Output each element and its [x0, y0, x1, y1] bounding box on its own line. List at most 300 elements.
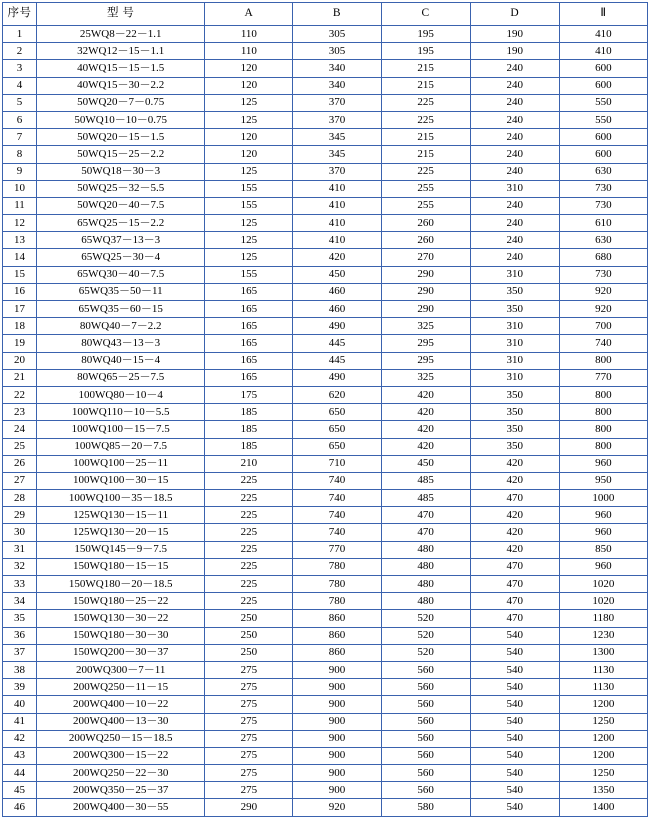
cell-model: 65WQ35－60－15 [37, 301, 205, 318]
cell-index: 13 [3, 232, 37, 249]
cell-d: 540 [470, 679, 559, 696]
table-row [3, 713, 648, 730]
table-row [3, 215, 648, 232]
cell-model: 65WQ35－50－11 [37, 283, 205, 300]
cell-d: 420 [470, 455, 559, 472]
cell-a: 275 [205, 679, 293, 696]
cell-d: 350 [470, 283, 559, 300]
cell-c: 420 [381, 438, 470, 455]
cell-d: 420 [470, 541, 559, 558]
cell-c: 195 [381, 26, 470, 43]
cell-c: 480 [381, 558, 470, 575]
table-row [3, 696, 648, 713]
cell-b: 410 [293, 180, 381, 197]
table-row [3, 386, 648, 403]
cell-h: 1250 [559, 765, 647, 782]
table-row [3, 627, 648, 644]
cell-index: 19 [3, 335, 37, 352]
cell-model: 100WQ100－35－18.5 [37, 490, 205, 507]
cell-h: 1200 [559, 696, 647, 713]
cell-c: 560 [381, 696, 470, 713]
cell-h: 550 [559, 111, 647, 128]
cell-h: 630 [559, 232, 647, 249]
cell-b: 370 [293, 163, 381, 180]
cell-model: 50WQ18－30－3 [37, 163, 205, 180]
cell-model: 50WQ20－15－1.5 [37, 129, 205, 146]
cell-index: 44 [3, 765, 37, 782]
table-row [3, 661, 648, 678]
cell-h: 770 [559, 369, 647, 386]
cell-b: 710 [293, 455, 381, 472]
cell-c: 420 [381, 386, 470, 403]
cell-c: 270 [381, 249, 470, 266]
column-header-d: D [470, 3, 559, 26]
cell-c: 560 [381, 747, 470, 764]
cell-index: 10 [3, 180, 37, 197]
cell-model: 65WQ30－40－7.5 [37, 266, 205, 283]
cell-a: 225 [205, 472, 293, 489]
table-row [3, 335, 648, 352]
cell-c: 290 [381, 266, 470, 283]
cell-h: 740 [559, 335, 647, 352]
cell-b: 620 [293, 386, 381, 403]
cell-d: 470 [470, 558, 559, 575]
cell-b: 410 [293, 215, 381, 232]
cell-h: 1200 [559, 747, 647, 764]
cell-index: 35 [3, 610, 37, 627]
cell-a: 125 [205, 232, 293, 249]
cell-d: 310 [470, 180, 559, 197]
cell-a: 120 [205, 146, 293, 163]
cell-h: 800 [559, 404, 647, 421]
cell-h: 1200 [559, 730, 647, 747]
cell-b: 490 [293, 369, 381, 386]
cell-a: 120 [205, 60, 293, 77]
cell-h: 600 [559, 146, 647, 163]
table-row [3, 679, 648, 696]
cell-a: 275 [205, 747, 293, 764]
cell-d: 350 [470, 438, 559, 455]
cell-h: 1300 [559, 644, 647, 661]
cell-h: 600 [559, 77, 647, 94]
cell-index: 16 [3, 283, 37, 300]
table-row [3, 558, 648, 575]
cell-index: 21 [3, 369, 37, 386]
cell-model: 50WQ20－7－0.75 [37, 94, 205, 111]
cell-index: 14 [3, 249, 37, 266]
cell-a: 165 [205, 283, 293, 300]
cell-a: 275 [205, 765, 293, 782]
cell-h: 610 [559, 215, 647, 232]
cell-c: 470 [381, 507, 470, 524]
cell-h: 600 [559, 60, 647, 77]
cell-index: 46 [3, 799, 37, 816]
table-row [3, 576, 648, 593]
cell-b: 780 [293, 576, 381, 593]
cell-model: 100WQ85－20－7.5 [37, 438, 205, 455]
cell-index: 20 [3, 352, 37, 369]
table-row [3, 146, 648, 163]
cell-index: 37 [3, 644, 37, 661]
cell-model: 200WQ250－22－30 [37, 765, 205, 782]
cell-index: 38 [3, 661, 37, 678]
cell-c: 520 [381, 644, 470, 661]
cell-index: 6 [3, 111, 37, 128]
cell-a: 165 [205, 318, 293, 335]
cell-model: 80WQ65－25－7.5 [37, 369, 205, 386]
cell-a: 165 [205, 352, 293, 369]
cell-a: 210 [205, 455, 293, 472]
cell-d: 310 [470, 266, 559, 283]
cell-c: 420 [381, 404, 470, 421]
cell-b: 460 [293, 283, 381, 300]
cell-model: 125WQ130－15－11 [37, 507, 205, 524]
cell-d: 420 [470, 507, 559, 524]
cell-index: 17 [3, 301, 37, 318]
table-row [3, 782, 648, 799]
cell-model: 50WQ25－32－5.5 [37, 180, 205, 197]
cell-index: 25 [3, 438, 37, 455]
cell-a: 175 [205, 386, 293, 403]
cell-h: 1000 [559, 490, 647, 507]
cell-model: 80WQ40－15－4 [37, 352, 205, 369]
cell-a: 165 [205, 301, 293, 318]
cell-b: 860 [293, 627, 381, 644]
cell-d: 540 [470, 627, 559, 644]
cell-c: 485 [381, 490, 470, 507]
cell-model: 40WQ15－30－2.2 [37, 77, 205, 94]
cell-c: 480 [381, 576, 470, 593]
cell-a: 225 [205, 558, 293, 575]
table-row [3, 180, 648, 197]
cell-h: 410 [559, 26, 647, 43]
cell-model: 125WQ130－20－15 [37, 524, 205, 541]
cell-a: 120 [205, 129, 293, 146]
cell-h: 1020 [559, 576, 647, 593]
cell-d: 540 [470, 782, 559, 799]
cell-b: 340 [293, 77, 381, 94]
cell-c: 420 [381, 421, 470, 438]
cell-b: 900 [293, 713, 381, 730]
cell-d: 350 [470, 404, 559, 421]
cell-b: 780 [293, 593, 381, 610]
cell-c: 225 [381, 111, 470, 128]
column-header-model: 型 号 [37, 3, 205, 26]
cell-a: 185 [205, 438, 293, 455]
cell-a: 125 [205, 215, 293, 232]
column-header-a: A [205, 3, 293, 26]
cell-h: 600 [559, 129, 647, 146]
cell-index: 39 [3, 679, 37, 696]
cell-d: 310 [470, 352, 559, 369]
cell-index: 18 [3, 318, 37, 335]
cell-model: 150WQ200－30－37 [37, 644, 205, 661]
cell-c: 195 [381, 43, 470, 60]
cell-h: 960 [559, 558, 647, 575]
cell-model: 200WQ250－11－15 [37, 679, 205, 696]
cell-c: 560 [381, 730, 470, 747]
cell-h: 680 [559, 249, 647, 266]
cell-a: 275 [205, 782, 293, 799]
cell-b: 740 [293, 524, 381, 541]
table-row [3, 507, 648, 524]
table-row [3, 60, 648, 77]
cell-model: 65WQ25－15－2.2 [37, 215, 205, 232]
cell-d: 240 [470, 94, 559, 111]
cell-model: 25WQ8－22－1.1 [37, 26, 205, 43]
cell-h: 850 [559, 541, 647, 558]
table-body [3, 26, 648, 817]
cell-model: 200WQ300－15－22 [37, 747, 205, 764]
cell-index: 12 [3, 215, 37, 232]
table-row [3, 197, 648, 214]
cell-c: 215 [381, 60, 470, 77]
cell-a: 125 [205, 94, 293, 111]
cell-d: 470 [470, 490, 559, 507]
cell-b: 740 [293, 490, 381, 507]
cell-d: 350 [470, 421, 559, 438]
cell-d: 540 [470, 661, 559, 678]
cell-index: 33 [3, 576, 37, 593]
cell-c: 290 [381, 301, 470, 318]
cell-c: 560 [381, 661, 470, 678]
cell-d: 190 [470, 43, 559, 60]
cell-index: 11 [3, 197, 37, 214]
cell-c: 520 [381, 610, 470, 627]
cell-model: 100WQ100－30－15 [37, 472, 205, 489]
table-row [3, 26, 648, 43]
cell-a: 125 [205, 111, 293, 128]
cell-h: 800 [559, 421, 647, 438]
table-row [3, 541, 648, 558]
cell-b: 920 [293, 799, 381, 816]
cell-index: 22 [3, 386, 37, 403]
cell-c: 255 [381, 180, 470, 197]
cell-b: 900 [293, 765, 381, 782]
cell-c: 480 [381, 541, 470, 558]
cell-a: 125 [205, 163, 293, 180]
cell-b: 420 [293, 249, 381, 266]
cell-model: 100WQ100－15－7.5 [37, 421, 205, 438]
cell-b: 450 [293, 266, 381, 283]
table-row [3, 94, 648, 111]
cell-h: 800 [559, 438, 647, 455]
cell-b: 345 [293, 146, 381, 163]
cell-h: 700 [559, 318, 647, 335]
cell-b: 445 [293, 352, 381, 369]
cell-a: 120 [205, 77, 293, 94]
cell-c: 225 [381, 163, 470, 180]
cell-d: 310 [470, 369, 559, 386]
cell-c: 470 [381, 524, 470, 541]
cell-a: 225 [205, 490, 293, 507]
cell-a: 110 [205, 26, 293, 43]
cell-c: 325 [381, 318, 470, 335]
table-row [3, 232, 648, 249]
cell-a: 185 [205, 421, 293, 438]
cell-b: 410 [293, 197, 381, 214]
cell-c: 260 [381, 215, 470, 232]
cell-c: 225 [381, 94, 470, 111]
cell-index: 7 [3, 129, 37, 146]
cell-d: 240 [470, 249, 559, 266]
cell-c: 260 [381, 232, 470, 249]
cell-model: 200WQ400－13－30 [37, 713, 205, 730]
table-row [3, 799, 648, 816]
cell-d: 310 [470, 318, 559, 335]
cell-index: 27 [3, 472, 37, 489]
cell-model: 50WQ15－25－2.2 [37, 146, 205, 163]
cell-a: 155 [205, 197, 293, 214]
cell-d: 240 [470, 215, 559, 232]
cell-model: 150WQ180－15－15 [37, 558, 205, 575]
cell-model: 50WQ10－10－0.75 [37, 111, 205, 128]
cell-a: 275 [205, 696, 293, 713]
cell-d: 540 [470, 799, 559, 816]
cell-index: 42 [3, 730, 37, 747]
cell-d: 310 [470, 335, 559, 352]
cell-a: 155 [205, 266, 293, 283]
cell-model: 80WQ40－7－2.2 [37, 318, 205, 335]
table-row [3, 524, 648, 541]
cell-model: 200WQ350－25－37 [37, 782, 205, 799]
cell-model: 200WQ300－7－11 [37, 661, 205, 678]
cell-h: 1350 [559, 782, 647, 799]
cell-b: 900 [293, 730, 381, 747]
cell-c: 580 [381, 799, 470, 816]
cell-b: 740 [293, 507, 381, 524]
cell-c: 290 [381, 283, 470, 300]
cell-b: 650 [293, 404, 381, 421]
cell-d: 240 [470, 146, 559, 163]
cell-d: 540 [470, 765, 559, 782]
cell-b: 345 [293, 129, 381, 146]
cell-a: 290 [205, 799, 293, 816]
cell-b: 650 [293, 438, 381, 455]
cell-a: 275 [205, 730, 293, 747]
table-row [3, 301, 648, 318]
cell-d: 240 [470, 129, 559, 146]
cell-index: 30 [3, 524, 37, 541]
table-header [3, 3, 648, 26]
cell-b: 445 [293, 335, 381, 352]
cell-h: 1230 [559, 627, 647, 644]
cell-h: 550 [559, 94, 647, 111]
cell-index: 3 [3, 60, 37, 77]
cell-index: 43 [3, 747, 37, 764]
cell-h: 1130 [559, 679, 647, 696]
cell-c: 480 [381, 593, 470, 610]
cell-d: 540 [470, 713, 559, 730]
table-row [3, 352, 648, 369]
cell-d: 540 [470, 644, 559, 661]
cell-b: 740 [293, 472, 381, 489]
table-row [3, 369, 648, 386]
table-row [3, 610, 648, 627]
cell-b: 770 [293, 541, 381, 558]
cell-b: 860 [293, 610, 381, 627]
cell-c: 215 [381, 146, 470, 163]
cell-d: 240 [470, 111, 559, 128]
cell-model: 100WQ80－10－4 [37, 386, 205, 403]
cell-index: 26 [3, 455, 37, 472]
table-row [3, 249, 648, 266]
cell-model: 100WQ110－10－5.5 [37, 404, 205, 421]
cell-b: 900 [293, 696, 381, 713]
table-row [3, 593, 648, 610]
cell-a: 275 [205, 661, 293, 678]
cell-index: 32 [3, 558, 37, 575]
cell-index: 31 [3, 541, 37, 558]
table-row [3, 404, 648, 421]
cell-b: 860 [293, 644, 381, 661]
cell-d: 240 [470, 60, 559, 77]
cell-a: 155 [205, 180, 293, 197]
cell-model: 200WQ400－30－55 [37, 799, 205, 816]
cell-h: 960 [559, 507, 647, 524]
cell-c: 215 [381, 77, 470, 94]
cell-d: 240 [470, 197, 559, 214]
table-row [3, 455, 648, 472]
cell-index: 28 [3, 490, 37, 507]
cell-b: 410 [293, 232, 381, 249]
cell-c: 215 [381, 129, 470, 146]
cell-b: 370 [293, 94, 381, 111]
cell-d: 240 [470, 77, 559, 94]
cell-d: 470 [470, 593, 559, 610]
cell-c: 560 [381, 782, 470, 799]
column-header-index: 序号 [3, 3, 37, 26]
cell-c: 485 [381, 472, 470, 489]
cell-d: 240 [470, 232, 559, 249]
cell-h: 730 [559, 266, 647, 283]
table-row [3, 77, 648, 94]
table-row [3, 129, 648, 146]
cell-model: 200WQ400－10－22 [37, 696, 205, 713]
table-row [3, 43, 648, 60]
cell-model: 50WQ20－40－7.5 [37, 197, 205, 214]
cell-h: 1250 [559, 713, 647, 730]
cell-index: 40 [3, 696, 37, 713]
cell-a: 225 [205, 541, 293, 558]
cell-h: 960 [559, 524, 647, 541]
cell-index: 41 [3, 713, 37, 730]
cell-model: 65WQ37－13－3 [37, 232, 205, 249]
cell-model: 100WQ100－25－11 [37, 455, 205, 472]
cell-b: 305 [293, 26, 381, 43]
cell-model: 80WQ43－13－3 [37, 335, 205, 352]
cell-index: 4 [3, 77, 37, 94]
cell-b: 490 [293, 318, 381, 335]
cell-model: 150WQ180－30－30 [37, 627, 205, 644]
cell-d: 350 [470, 301, 559, 318]
cell-h: 920 [559, 301, 647, 318]
cell-d: 470 [470, 610, 559, 627]
table-row [3, 266, 648, 283]
cell-d: 540 [470, 730, 559, 747]
cell-d: 420 [470, 524, 559, 541]
cell-c: 295 [381, 352, 470, 369]
cell-h: 1130 [559, 661, 647, 678]
table-row [3, 438, 648, 455]
cell-index: 24 [3, 421, 37, 438]
cell-c: 325 [381, 369, 470, 386]
cell-b: 305 [293, 43, 381, 60]
cell-a: 250 [205, 627, 293, 644]
cell-a: 225 [205, 593, 293, 610]
cell-b: 900 [293, 747, 381, 764]
cell-index: 36 [3, 627, 37, 644]
